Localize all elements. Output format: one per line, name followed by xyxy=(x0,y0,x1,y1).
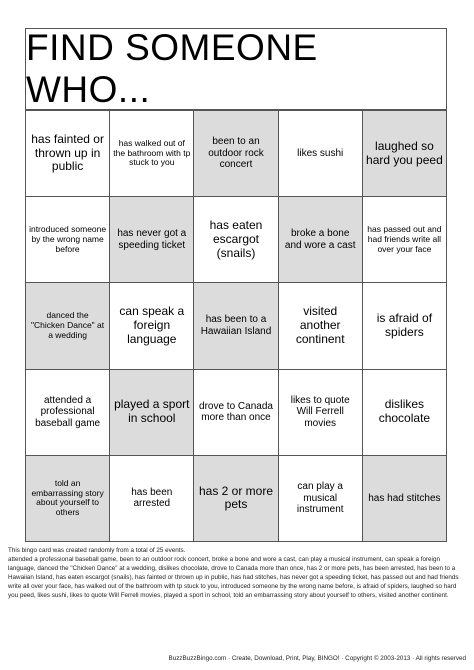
bingo-cell: attended a professional baseball game xyxy=(26,370,110,456)
bingo-cell: can play a musical instrument xyxy=(279,456,363,542)
bingo-grid xyxy=(25,110,447,542)
bingo-cell: told an embarrassing story about yourself to others xyxy=(26,456,110,542)
card-title: FIND SOMEONE WHO... xyxy=(25,28,447,110)
footer-summary: This bingo card was created randomly from a total of 25 events. xyxy=(8,547,186,554)
bingo-cell: likes to quote Will Ferrell movies xyxy=(279,370,363,456)
bingo-cell: has never got a speeding ticket xyxy=(110,197,194,283)
bingo-cell: visited another continent xyxy=(279,283,363,369)
bingo-cell: has eaten escargot (snails) xyxy=(194,197,278,283)
bingo-cell: has been to a Hawaiian Island xyxy=(194,283,278,369)
footer-text xyxy=(8,547,466,601)
bingo-cell: has passed out and had friends write all over your face xyxy=(363,197,447,283)
footer-events-list: attended a professional baseball game, been to an outdoor rock concert, broke a bone and wore a cast, can play a musical instrument, can speak a foreign language, danced the "Chicken Dance" at a wedding, dislikes chocolate, drove to Canada more than once, has 2 or more pets, has been arrested, has been to a Hawaiian Island, has eaten escargot (snails), has fainted or thrown up in public, has had stitches, has never got a speeding ticket, has passed out and had friends write all over your face, has walked out of the bathroom with tp stuck to you, introduced someone by the wrong name before, is afraid of spiders, laughed so hard you peed, likes sushi, likes to quote Will Ferrell movies, played a sport in school, told an embarrassing story about yourself to others, visited another continent. xyxy=(8,555,459,599)
bingo-cell: has been arrested xyxy=(110,456,194,542)
bingo-cell: has had stitches xyxy=(363,456,447,542)
bingo-cell: can speak a foreign language xyxy=(110,283,194,369)
bingo-cell: broke a bone and wore a cast xyxy=(279,197,363,283)
bingo-cell: drove to Canada more than once xyxy=(194,370,278,456)
footer-credit: BuzzBuzzBingo.com · Create, Download, Print, Play, BINGO! · Copyright © 2003-2013 · All rights reserved xyxy=(168,655,466,662)
bingo-cell: played a sport in school xyxy=(110,370,194,456)
bingo-cell: introduced someone by the wrong name before xyxy=(26,197,110,283)
bingo-cell: is afraid of spiders xyxy=(363,283,447,369)
bingo-cell: has fainted or thrown up in public xyxy=(26,111,110,197)
bingo-cell: has 2 or more pets xyxy=(194,456,278,542)
bingo-cell: dislikes chocolate xyxy=(363,370,447,456)
bingo-cell: has walked out of the bathroom with tp stuck to you xyxy=(110,111,194,197)
bingo-cell: been to an outdoor rock concert xyxy=(194,111,278,197)
bingo-cell: likes sushi xyxy=(279,111,363,197)
bingo-cell: danced the "Chicken Dance" at a wedding xyxy=(26,283,110,369)
bingo-cell: laughed so hard you peed xyxy=(363,111,447,197)
